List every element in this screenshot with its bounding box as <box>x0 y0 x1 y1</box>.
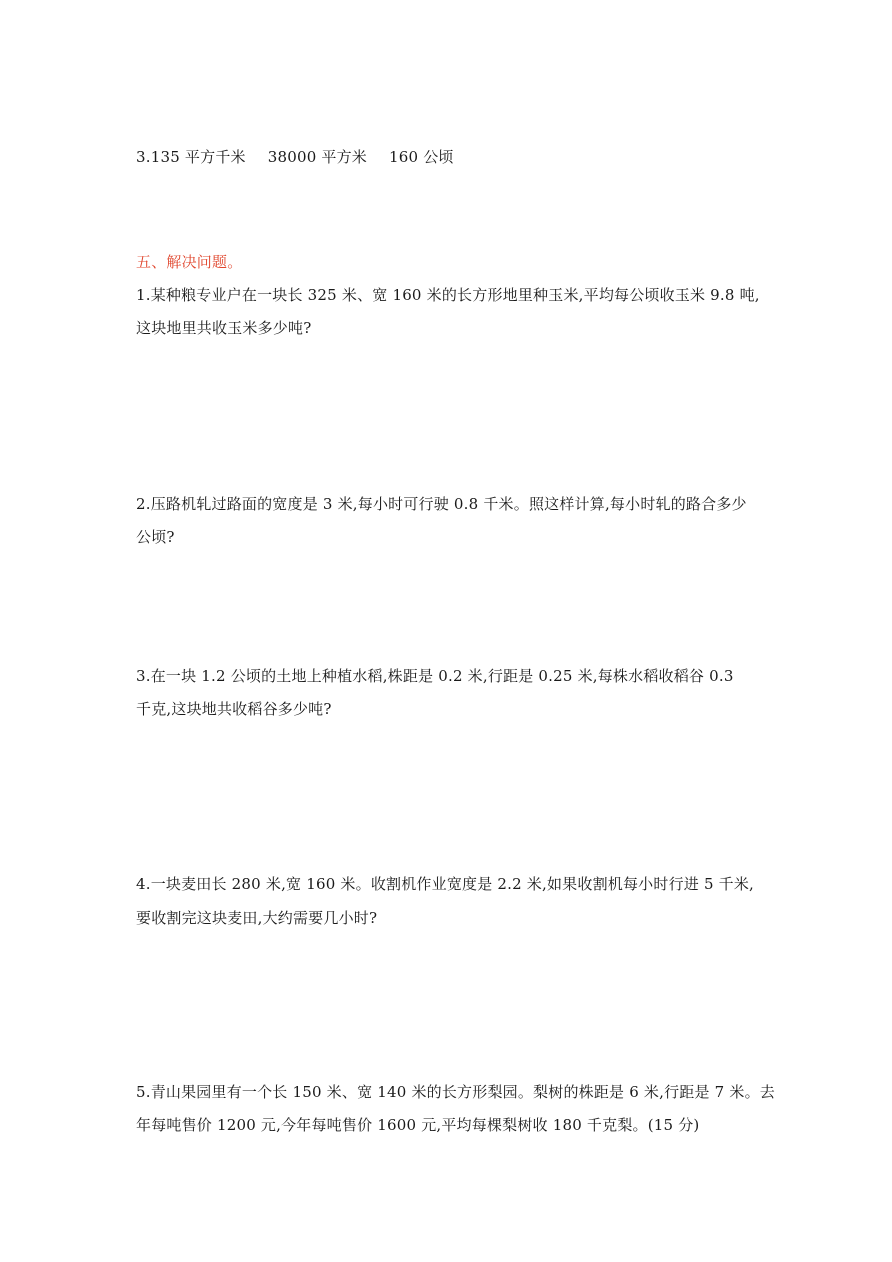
question-4-line-2: 要收割完这块麦田,大约需要几小时? <box>136 909 378 927</box>
question-3-line-2: 千克,这块地共收稻谷多少吨? <box>136 700 332 718</box>
question-5-line-1: 5.青山果园里有一个长 150 米、宽 140 米的长方形梨园。梨树的株距是 6 米,行距是 7 米。去 <box>136 1083 775 1101</box>
answer-value-2: 38000 平方米 <box>267 148 368 166</box>
question-3-line-1: 3.在一块 1.2 公顷的土地上种植水稻,株距是 0.2 米,行距是 0.25 米,每株水稻收稻谷 0.3 <box>136 667 734 685</box>
answer-item-3-label: 3. <box>136 148 151 166</box>
answer-item-3 <box>136 147 454 167</box>
section-title: 五、解决问题。 <box>136 253 243 271</box>
question-1-line-2: 这块地里共收玉米多少吨? <box>136 319 312 337</box>
answer-value-3: 160 公顷 <box>389 148 454 166</box>
question-1-line-1: 1.某种粮专业户在一块长 325 米、宽 160 米的长方形地里种玉米,平均每公顷收玉米 9.8 吨, <box>136 286 760 304</box>
question-2-line-1: 2.压路机轧过路面的宽度是 3 米,每小时可行驶 0.8 千米。照这样计算,每小时轧的路合多少 <box>136 495 747 513</box>
question-5-line-2: 年每吨售价 1200 元,今年每吨售价 1600 元,平均每棵梨树收 180 千克梨。(15 分) <box>136 1116 700 1134</box>
question-2-line-2: 公顷? <box>136 528 175 546</box>
answer-value-1: 135 平方千米 <box>150 148 246 166</box>
question-4-line-1: 4.一块麦田长 280 米,宽 160 米。收割机作业宽度是 2.2 米,如果收割机每小时行进 5 千米, <box>136 875 755 893</box>
